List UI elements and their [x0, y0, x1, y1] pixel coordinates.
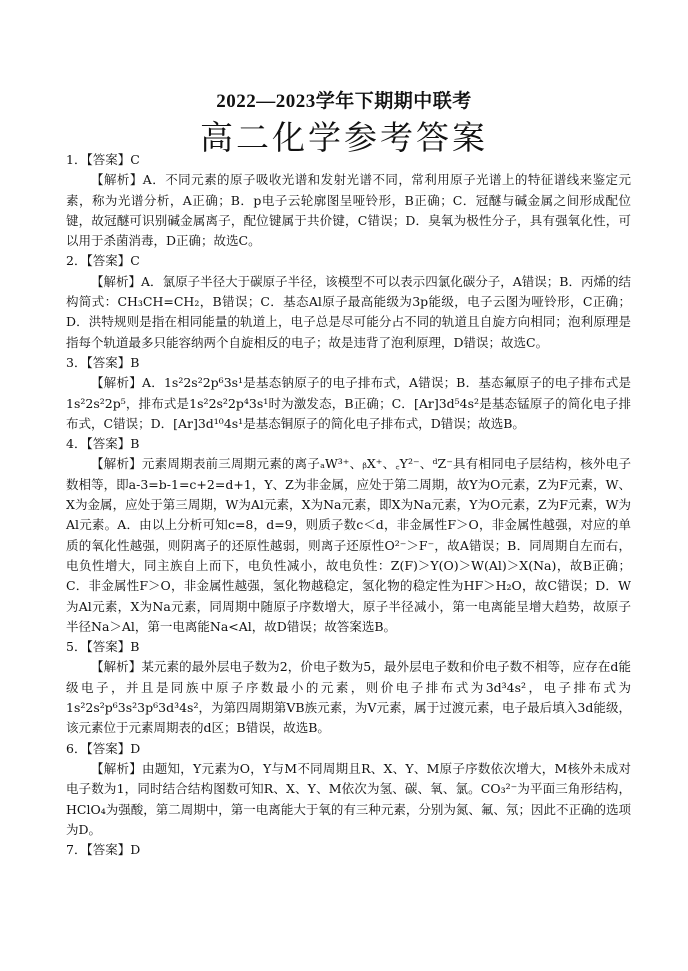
answer-line-7: 7．【答案】D: [66, 842, 141, 858]
explanation-2: 【解析】A．氯原子半径大于碳原子半径，该模型不可以表示四氯化碳分子，A错误；B．丙烯的结构简式：CH₃CH=CH₂，B错误；C．基态Al原子最高能级为3p能级，电子云图为哑铃形，C正确；D．洪特规则是指在相同能量的轨道上，电子总是尽可能分占不同的轨道且自旋方向相同；泡利原理是指每个轨道最多只能容纳两个自旋相反的电子；故是违背了泡利原理，D错误；故选C。: [66, 273, 631, 350]
answer-line-2: 2．【答案】C: [66, 253, 140, 269]
answer-line-3: 3．【答案】B: [66, 354, 140, 370]
explanation-6: 【解析】由题知，Y元素为O，Y与M不同周期且R、X、Y、M原子序数依次增大，M核外未成对电子数为1，同时结合结构图数可知R、X、Y、M依次为氢、碳、氧、氯。CO₃²⁻为平面三角形结构，HClO₄为强酸，第二周期中，第一电离能大于氧的有三种元素，分别为氮、氟、氖；因此不正确的选项为D。: [66, 760, 631, 837]
answer-list: [66, 150, 631, 860]
explanation-3: 【解析】A．1s²2s²2p⁶3s¹是基态钠原子的电子排布式，A错误；B．基态氟原子的电子排布式是1s²2s²2p⁵，排布式是1s²2s²2p⁴3s¹时为激发态，B正确；C．[Ar]3d⁵4s²是基态锰原子的简化电子排布式，C错误；D．[Ar]3d¹⁰4s¹是基态铜原子的简化电子排布式，D错误；故选B。: [66, 375, 631, 431]
explanation-4: 【解析】元素周期表前三周期元素的离子ₐW³⁺、ᵦX⁺、꜀Y²⁻、ᵈZ⁻具有相同电子层结构，核外电子数相等，即a-3=b-1=c+2=d+1，Y、Z为非金属，应处于第二周期，故Y为O元素，Z为F元素，W、X为金属，应处于第三周期，W为Al元素，X为Na元素，即X为Na元素，Y为O元素，Z为F元素，W为Al元素。A．由以上分析可知c=8，d=9，则质子数c＜d，非金属性F＞O，非金属性越强，对应的单质的氧化性越强，则阴离子的还原性越弱，则离子还原性O²⁻＞F⁻，故A错误；B．同周期自左而右，电负性增大，同主族自上而下，电负性减小，故电负性：Z(F)＞Y(O)＞W(Al)＞X(Na)，故B正确；C．非金属性F＞O，非金属性越强，氢化物越稳定，氢化物的稳定性为HF＞H₂O，故C错误；D．W为Al元素，X为Na元素，同周期中随原子序数增大，原子半径减小，第一电离能呈增大趋势，故原子半径Na＞Al，第一电离能Na<Al，故D错误；故答案选B。: [66, 456, 631, 634]
answer-line-5: 5．【答案】B: [66, 639, 140, 655]
subject-title: 高二化学参考答案: [200, 119, 488, 156]
explanation-5: 【解析】某元素的最外层电子数为2，价电子数为5，最外层电子数和价电子数不相等，应存在d能级电子，并且是同族中原子序数最小的元素，则价电子排布式为3d³4s²，电子排布式为1s²2s²p⁶3s²3p⁶3d³4s²，为第四周期第VB族元素，为V元素，属于过渡元素，电子最后填入3d能级，该元素位于元素周期表的d区；B错误，故选B。: [66, 659, 631, 736]
answer-line-1: 1．【答案】C: [66, 152, 140, 167]
exam-title: 2022—2023学年下期期中联考: [216, 91, 472, 112]
explanation-1: 【解析】A．不同元素的原子吸收光谱和发射光谱不同，常利用原子光谱上的特征谱线来鉴定元素，称为光谱分析，A正确；B．p电子云轮廓图呈哑铃形，B正确；C．冠醚与碱金属之间形成配位键，故冠醚可识别碱金属离子，配位键属于共价键，C错误；D．臭氧为极性分子，具有强氧化性，可以用于杀菌消毒，D正确；故选C。: [66, 172, 631, 249]
answer-line-4: 4．【答案】B: [66, 436, 140, 452]
answer-line-6: 6．【答案】D: [66, 740, 141, 756]
